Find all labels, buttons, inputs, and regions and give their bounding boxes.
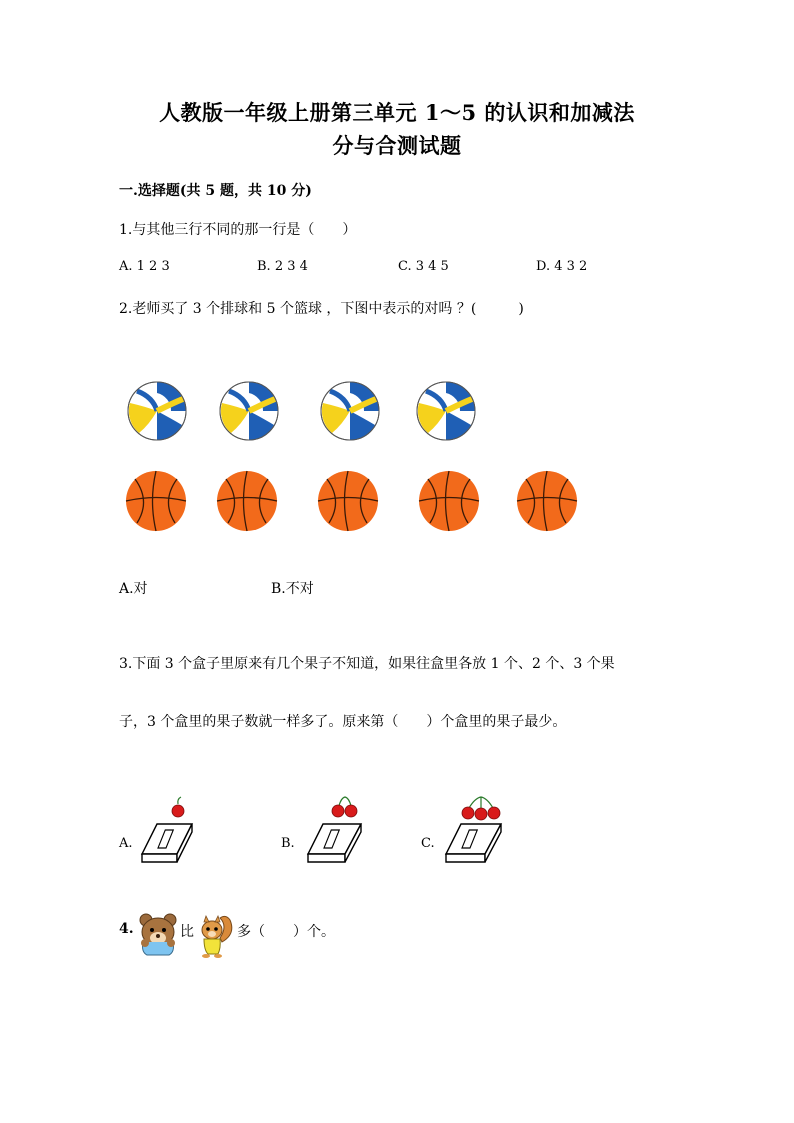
page-title-line2: 分与合测试题 <box>332 133 462 158</box>
q2-option-b: B.不对 <box>271 581 314 597</box>
section-heading: 一.选择题(共 5 题，共 10 分) <box>119 183 312 199</box>
q4-word-bi: 比 <box>180 924 194 940</box>
box-with-cherries-icon <box>441 796 507 866</box>
basketball-icon <box>418 470 480 532</box>
q3-box-b-label: B. <box>281 836 295 851</box>
page-title-line1: 人教版一年级上册第三单元 1～5 的认识和加减法 <box>159 100 635 125</box>
q1-option-a: A. 1 2 3 <box>119 259 170 274</box>
q3-box-c-label: C. <box>421 836 435 851</box>
volleyball-icon <box>416 381 476 441</box>
squirrel-icon <box>196 912 236 958</box>
question-4-tail: 多（ ）个。 <box>237 924 335 940</box>
q1-option-b: B. 2 3 4 <box>257 259 308 274</box>
basketball-icon <box>516 470 578 532</box>
basketball-icon <box>317 470 379 532</box>
question-4-number: 4. <box>119 921 134 937</box>
cherry-icon <box>172 797 184 817</box>
question-3-line1: 3.下面 3 个盒子里原来有几个果子不知道，如果往盒里各放 1 个、2 个、3 个果 <box>119 656 615 672</box>
question-1-text: 1.与其他三行不同的那一行是（ ） <box>119 222 357 238</box>
cherry-icon <box>332 797 357 817</box>
box-with-cherries-icon <box>303 796 367 866</box>
box-with-cherry-icon <box>137 796 197 866</box>
basketball-icon <box>125 470 187 532</box>
q3-box-a-label: A. <box>119 836 133 851</box>
q1-option-c: C. 3 4 5 <box>398 259 449 274</box>
bear-icon <box>137 912 179 956</box>
cherry-icon <box>462 797 500 820</box>
volleyball-icon <box>320 381 380 441</box>
question-3-line2: 子，3 个盒里的果子数就一样多了。原来第（ ）个盒里的果子最少。 <box>119 714 567 730</box>
volleyball-icon <box>219 381 279 441</box>
q2-option-a: A.对 <box>119 581 148 597</box>
question-2-text: 2.老师买了 3 个排球和 5 个篮球 ，下图中表示的对吗 ？( ) <box>119 301 524 317</box>
volleyball-icon <box>127 381 187 441</box>
q1-option-d: D. 4 3 2 <box>536 259 588 274</box>
basketball-icon <box>216 470 278 532</box>
